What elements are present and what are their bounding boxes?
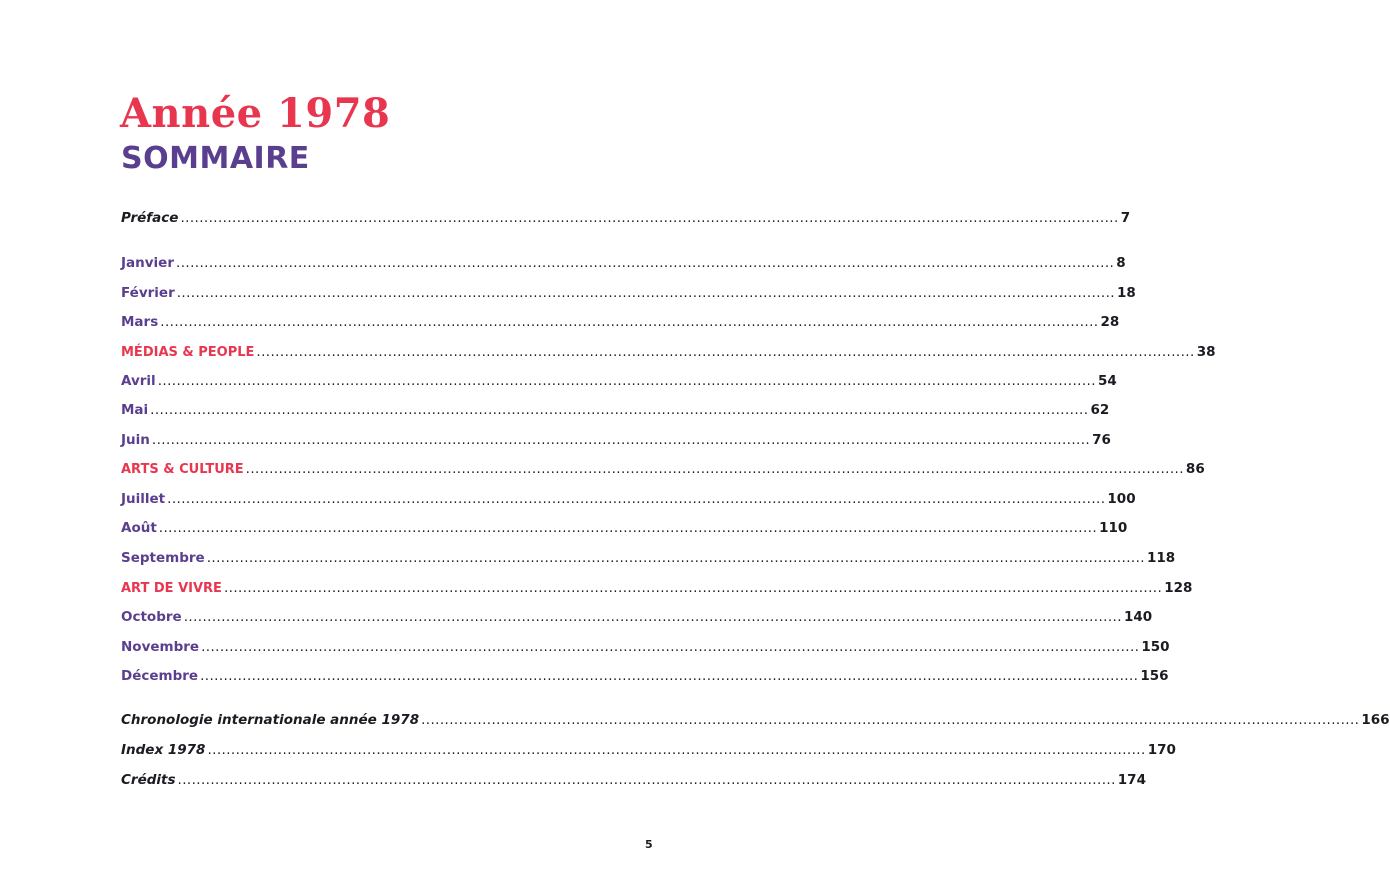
dot-leader: ........................................................................................................................................................................................................	[180, 210, 1119, 226]
toc-entry[interactable]	[121, 578, 1193, 598]
toc-entry-label: Préface	[121, 210, 179, 226]
dot-leader: ........................................................................................................................................................................................................	[201, 639, 1140, 655]
toc-entry-label: Juin	[121, 432, 150, 448]
toc-entry[interactable]	[121, 607, 1153, 627]
dot-leader: ........................................................................................................................................................................................................	[206, 550, 1145, 566]
toc-entry[interactable]	[121, 400, 1110, 420]
toc-entry[interactable]	[121, 740, 1176, 760]
toc-entry[interactable]	[121, 459, 1205, 479]
toc-entry-label: Juillet	[121, 491, 166, 507]
toc-entry-label: Octobre	[121, 609, 182, 625]
toc-entry[interactable]	[121, 253, 1126, 273]
toc-entry-page: 7	[1120, 210, 1131, 226]
toc-entry[interactable]	[121, 637, 1170, 657]
toc-entry-page: 170	[1147, 742, 1176, 758]
toc-entry-label: Novembre	[121, 639, 200, 655]
dot-leader: ........................................................................................................................................................................................................	[167, 491, 1106, 507]
toc-entry-page: 118	[1146, 550, 1176, 566]
toc-entry[interactable]	[121, 770, 1146, 790]
toc-entry-label: Mai	[121, 402, 149, 418]
dot-leader: ........................................................................................................................................................................................................	[150, 402, 1089, 418]
toc-entry-page: 54	[1097, 373, 1117, 389]
toc-entry[interactable]	[121, 666, 1169, 686]
dot-leader: ........................................................................................................................................................................................................	[256, 344, 1195, 360]
toc-entry-page: 38	[1196, 344, 1216, 360]
toc-entry-label: Index 1978	[121, 742, 206, 758]
toc-entry-page: 110	[1099, 520, 1128, 536]
toc-entry-page: 150	[1141, 639, 1170, 655]
sommaire-title: SOMMAIRE	[121, 141, 310, 176]
toc-entry-page: 140	[1123, 609, 1153, 625]
dot-leader: ........................................................................................................................................................................................................	[158, 520, 1098, 536]
toc-entry-page: 76	[1092, 432, 1111, 448]
toc-entry[interactable]	[121, 342, 1216, 362]
toc-entry-page: 86	[1185, 461, 1205, 477]
toc-entry-page: 8	[1116, 255, 1126, 271]
dot-leader: ........................................................................................................................................................................................................	[157, 373, 1096, 389]
dot-leader: ........................................................................................................................................................................................................	[176, 255, 1115, 271]
dot-leader: ........................................................................................................................................................................................................	[245, 461, 1184, 477]
toc-entry-page: 128	[1164, 580, 1193, 596]
toc-entry-page: 62	[1090, 402, 1110, 418]
toc-entry[interactable]	[121, 710, 1390, 730]
toc-entry-label: Septembre	[121, 550, 205, 566]
toc-entry-label: ART DE VIVRE	[121, 581, 222, 596]
dot-leader: ........................................................................................................................................................................................................	[183, 609, 1122, 625]
toc-entry-label: Crédits	[121, 772, 176, 788]
toc-entry-label: Janvier	[121, 255, 174, 271]
toc-entry-page: 100	[1107, 491, 1136, 507]
dot-leader: ........................................................................................................................................................................................................	[177, 772, 1116, 788]
toc-entry-label: Chronologie internationale année 1978	[121, 712, 420, 728]
toc-entry[interactable]	[121, 283, 1136, 303]
toc-entry-page: 156	[1140, 668, 1169, 684]
toc-entry-label: Décembre	[121, 668, 199, 684]
dot-leader: ........................................................................................................................................................................................................	[207, 742, 1146, 758]
toc-entry-label: MÉDIAS & PEOPLE	[121, 345, 255, 360]
toc-entry-label: Mars	[121, 314, 159, 330]
toc-entry-label: Avril	[121, 373, 156, 389]
dot-leader: ........................................................................................................................................................................................................	[223, 580, 1163, 596]
toc-entry[interactable]	[121, 518, 1128, 538]
toc-entry[interactable]	[121, 312, 1120, 332]
dot-leader: ........................................................................................................................................................................................................	[200, 668, 1139, 684]
toc-entry[interactable]	[121, 208, 1131, 228]
toc-entry-label: ARTS & CULTURE	[121, 462, 244, 477]
toc-entry-page: 174	[1117, 772, 1146, 788]
toc-entry[interactable]	[121, 548, 1176, 568]
toc-entry-page: 166	[1361, 712, 1390, 728]
dot-leader: ........................................................................................................................................................................................................	[151, 432, 1091, 448]
toc-entry[interactable]	[121, 371, 1117, 391]
dot-leader: ........................................................................................................................................................................................................	[160, 314, 1099, 330]
toc-entry-page: 18	[1117, 285, 1136, 301]
dot-leader: ........................................................................................................................................................................................................	[421, 712, 1360, 728]
toc-entry[interactable]	[121, 430, 1111, 450]
toc-entry-label: Février	[121, 285, 175, 301]
year-title: Année 1978	[120, 90, 391, 137]
dot-leader: ........................................................................................................................................................................................................	[176, 285, 1115, 301]
toc-entry[interactable]	[121, 489, 1136, 509]
toc-entry-page: 28	[1100, 314, 1120, 330]
toc-entry-label: Août	[121, 520, 157, 536]
page-number: 5	[645, 838, 653, 851]
